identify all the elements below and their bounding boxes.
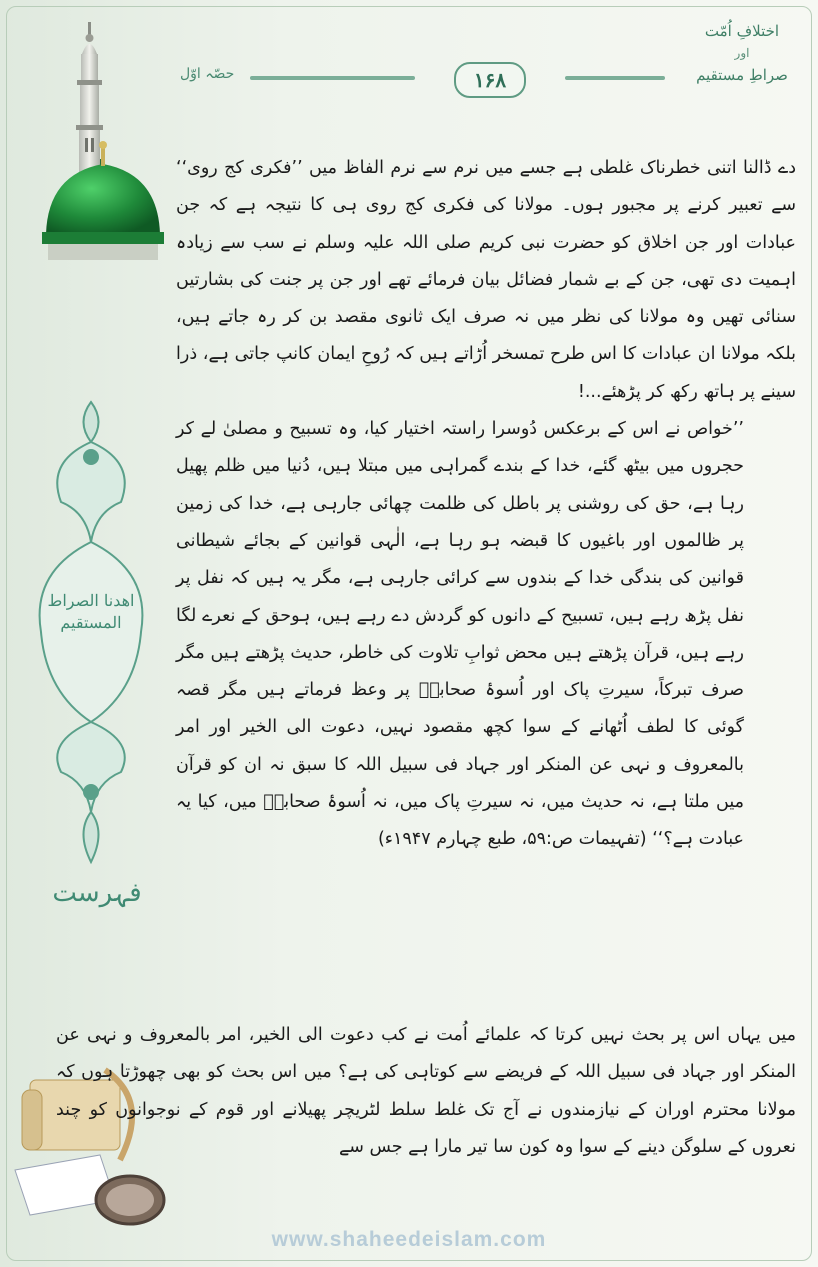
page-number-frame (420, 60, 560, 100)
page-number: ۱۶۸ (454, 62, 526, 98)
medallion-line2: المستقیم (60, 613, 122, 632)
closing-paragraph: میں یہاں اس پر بحث نہیں کرتا کہ علمائے اُمت نے کب دعوت الی الخیر، امر بالمعروف و نہی عن المنکر اور جہاد فی سبیل اللہ کے فریضے سے کوتاہی کی ہے؟ میں اس بحث کو بھی چھوڑتا ہوں کہ مولانا محترم اوران کے نیازمندوں نے آج تک غلط سلط لٹریچر پھیلانے اور قوم کے نوجوانوں کو چند نعروں کے سلوگن دینے کے سوا وہ کون سا تیر مارا ہے جس سے (56, 1025, 796, 1157)
medallion-text (36, 590, 146, 634)
mosque-dome-illustration (18, 14, 168, 264)
main-text (176, 150, 796, 859)
section-label: حصّہ اوّل (180, 66, 235, 82)
intro-paragraph: دے ڈالنا اتنی خطرناک غلطی ہے جسے میں نرم سے نرم الفاظ میں ’’فکری کج روی‘‘ سے تعبیر کرنے پر مجبور ہوں۔ مولانا کی فکری کج روی ہی کا نتیجہ ہے کہ جن عبادات اور جن اخلاق کو حضرت نبی کریم صلی اللہ علیہ وسلم نے سب سے زیادہ اہمیت دی تھی، جن کے بے شمار فضائل بیان فرمائے تھے اور جن پر جنت کی بشارتیں سنائی تھیں وہ مولانا کی نظر میں نہ صرف ایک ثانوی مقصد بن کر رہ جاتے ہیں، بلکہ مولانا ان عبادات کا اس طرح تمسخر اُڑاتے ہیں کہ رُوحِ ایمان کانپ جاتی ہے، ذرا سینے پر ہاتھ رکھ کر پڑھئے...! (176, 158, 796, 402)
book-title-line1: اختلافِ اُمّت (704, 22, 780, 40)
medallion-line1: اهدنا الصراط (47, 591, 135, 610)
website-footer[interactable]: www.shaheedeislam.com (271, 1228, 547, 1251)
book-title-line2: اور (734, 46, 750, 60)
book-title-line3: صراطِ مستقیم (696, 66, 788, 84)
header-ornament-right (565, 76, 665, 80)
page-header (170, 14, 810, 124)
book-title (682, 20, 802, 86)
index-link[interactable]: فہرست (52, 878, 142, 908)
header-ornament-left (250, 76, 415, 80)
quoted-passage: ’’خواص نے اس کے برعکس دُوسرا راستہ اختیار کیا، وہ تسبیح و مصلیٰ لے کر حجروں میں بیٹھ گئے، خدا کے بندے گمراہی میں مبتلا ہیں، دُنیا میں ظلم پھیل رہا ہے، حق کی روشنی پر باطل کی ظلمت چھائی جارہی ہے، خدا کی زمین پر ظالموں اور باغیوں کا قبضہ ہو رہا ہے، الٰہی قوانین کے بجائے شیطانی قوانین کی بندگی خدا کے بندوں سے کرائی جارہی ہے، مگر یہ ہیں کہ نفل پر نفل پڑھ رہے ہیں، تسبیح کے دانوں کو گردش دے رہے ہیں، ہوحق کے نعرے لگا رہے ہیں، قرآن پڑھتے ہیں محض ثوابِ تلاوت کی خاطر، حدیث پڑھتے ہیں مگر صرف تبرکاً، سیرتِ پاک اور اُسوۂ صحابہؓ پر وعظ فرماتے ہیں مگر قصہ گوئی کا لطف اُٹھانے کے سوا کچھ مقصود نہیں، دعوت الی الخیر اور امر بالمعروف و نہی عن المنکر اور جہاد فی سبیل اللہ کا سبق نہ ان کو قرآن میں ملتا ہے، نہ حدیث میں، نہ سیرتِ پاک میں، نہ اُسوۂ صحابہؓ میں، کیا یہ عبادت ہے؟‘‘ (تفہیمات ص:۵۹، طبع چہارم ۱۹۴۷ء) (176, 419, 744, 850)
